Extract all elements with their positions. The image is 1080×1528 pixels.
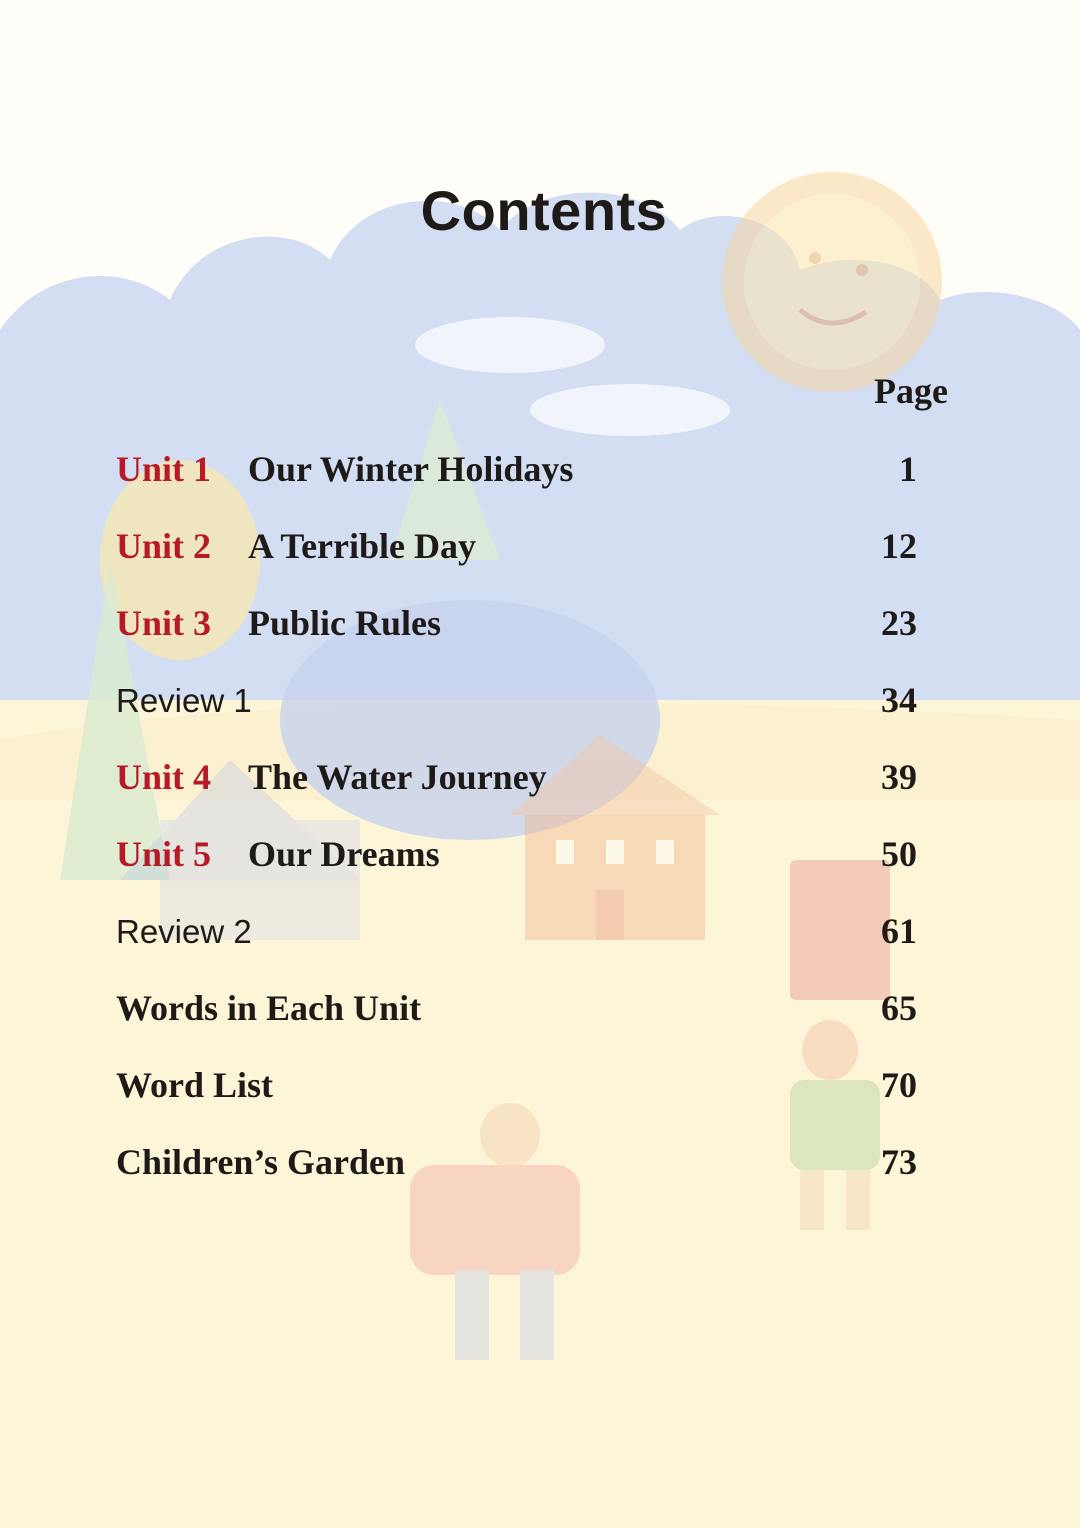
page-number: 73 bbox=[881, 1142, 917, 1182]
page-number: 65 bbox=[881, 988, 917, 1028]
unit-label: Unit 5 bbox=[116, 834, 212, 874]
entry-title: Words in Each Unit bbox=[116, 988, 422, 1028]
page-number: 1 bbox=[899, 449, 917, 489]
entry-title: The Water Journey bbox=[248, 757, 547, 797]
page-number: 70 bbox=[881, 1065, 917, 1105]
page-number: 23 bbox=[881, 603, 917, 643]
toc-entry-unit-1[interactable] bbox=[0, 448, 1080, 498]
toc-entry-word-list[interactable] bbox=[0, 1064, 1080, 1114]
unit-label: Unit 3 bbox=[116, 603, 212, 643]
entry-title: Our Winter Holidays bbox=[248, 449, 574, 489]
entry-title: Word List bbox=[116, 1065, 274, 1105]
toc-entry-review-1[interactable] bbox=[0, 679, 1080, 729]
toc-entry-unit-3[interactable] bbox=[0, 602, 1080, 652]
page-number: 34 bbox=[881, 680, 917, 720]
toc-entry-unit-5[interactable] bbox=[0, 833, 1080, 883]
page-number: 61 bbox=[881, 911, 917, 951]
entry-title: Public Rules bbox=[248, 603, 442, 643]
page-number: 39 bbox=[881, 757, 917, 797]
entry-title: Review 1 bbox=[116, 682, 252, 719]
page-column-header: Page bbox=[874, 371, 948, 411]
unit-label: Unit 2 bbox=[116, 526, 212, 566]
entry-title: Children’s Garden bbox=[116, 1142, 406, 1182]
unit-label: Unit 1 bbox=[116, 449, 212, 489]
page-number: 12 bbox=[881, 526, 917, 566]
page-title: Contents bbox=[420, 179, 668, 242]
toc-entry-words-in-each-unit[interactable] bbox=[0, 987, 1080, 1037]
entry-title: Our Dreams bbox=[248, 834, 440, 874]
toc-entry-unit-4[interactable] bbox=[0, 756, 1080, 806]
toc-entry-review-2[interactable] bbox=[0, 910, 1080, 960]
toc-entry-unit-2[interactable] bbox=[0, 525, 1080, 575]
toc-entry-childrens-garden[interactable] bbox=[0, 1141, 1080, 1191]
unit-label: Unit 4 bbox=[116, 757, 212, 797]
entry-title: A Terrible Day bbox=[248, 526, 477, 566]
page-number: 50 bbox=[881, 834, 917, 874]
entry-title: Review 2 bbox=[116, 913, 252, 950]
